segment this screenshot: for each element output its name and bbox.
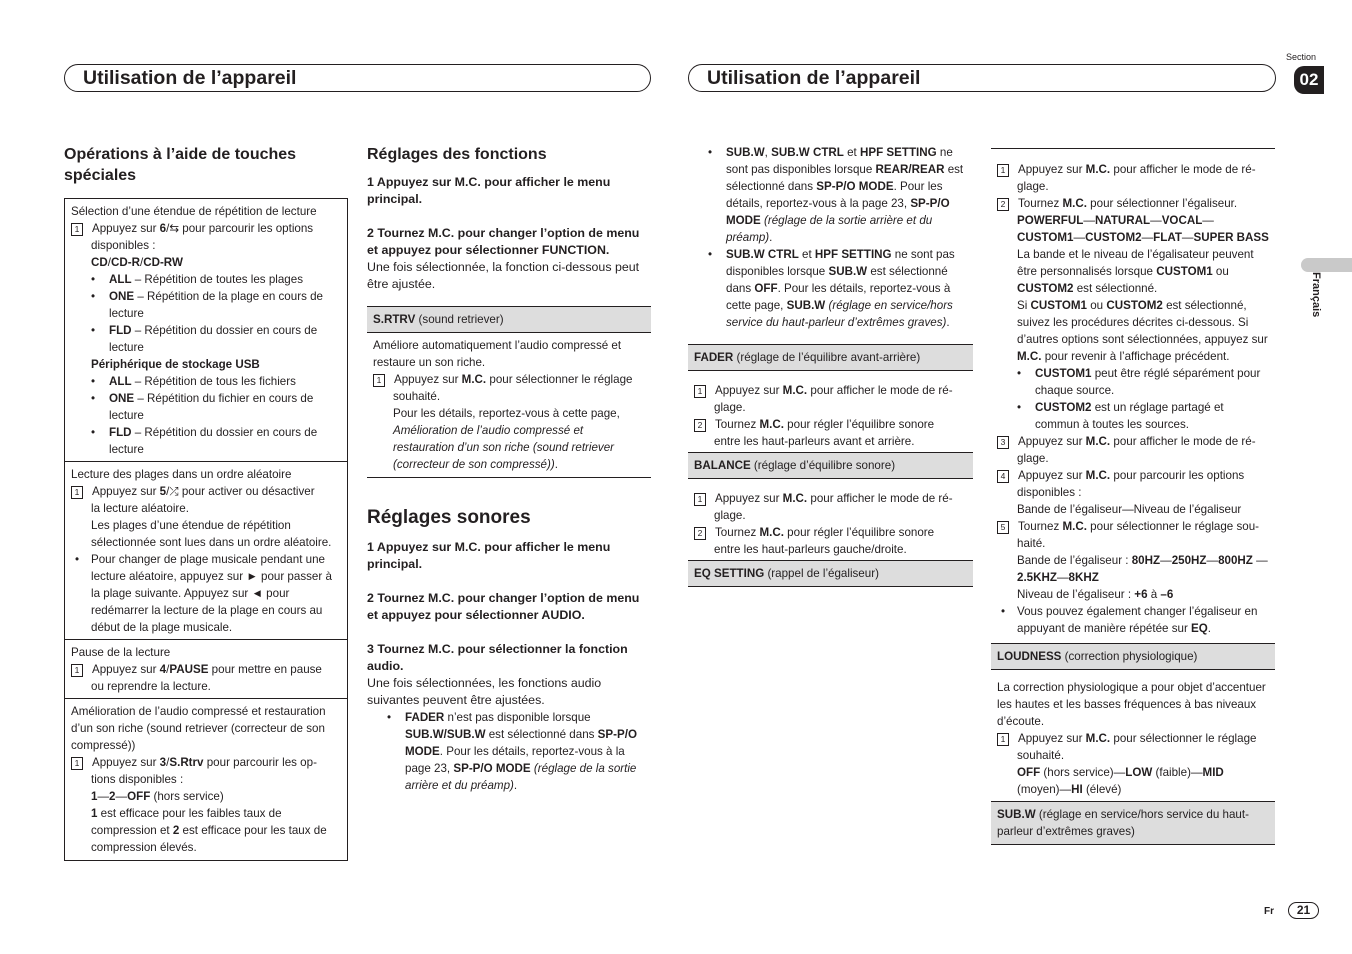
section-label: Section	[1286, 52, 1317, 62]
page-number: 21	[1288, 902, 1319, 919]
function-step-1: 1 Appuyez sur M.C. pour afficher le menu principal.	[367, 175, 611, 206]
audio-step-3: 3 Tournez M.C. pour sélectionner la fonction audio.	[367, 642, 628, 673]
fader-note: • FADER n’est pas disponible lorsque SUB.W/SUB.W est sélectionné dans SP-P/O MODE. Pour les détails, reportez-vous à la page 23, SP-P/O MODE (réglage de la sortie arrière et du préamp).	[367, 709, 651, 794]
loudness-desc: (correction physiologique)	[1061, 650, 1198, 663]
section-number-badge: 02	[1294, 66, 1324, 94]
fader-detail: 1 Appuyez sur M.C. pour afficher le mode de ré- glage. 2 Tournez M.C. pour régler l’équilibre sonore entre les haut-parleurs avant et arrière.	[688, 371, 973, 452]
special-keys-heading: Opérations à l’aide de touches spéciales	[64, 146, 297, 184]
srtrv-key: S.RTRV	[373, 313, 416, 326]
srtrv-row	[367, 306, 651, 333]
srtrv-desc: (sound retriever)	[415, 313, 504, 326]
balance-desc: (réglage d’équilibre sonore)	[750, 459, 896, 472]
loudness-row	[991, 643, 1275, 670]
subw-ctrl-note: • SUB.W CTRL et HPF SETTING ne sont pas disponibles lorsque SUB.W est sélectionné dans OFF. Pour les détails, reportez-vous à cette page, SUB.W (réglage en service/hors service du haut-parleur d’extrêmes graves).	[688, 246, 973, 331]
audio-step-3-note: Une fois sélectionnées, les fonctions audio suivantes peuvent être ajustées.	[367, 676, 602, 707]
language-tab-label: Français	[1310, 272, 1322, 318]
subw-desc: (réglage en service/hors service du haut-parleur d’extrêmes graves)	[997, 808, 1249, 838]
balance-detail: 1 Appuyez sur M.C. pour afficher le mode de ré- glage. 2 Tournez M.C. pour régler l’équilibre sonore entre les haut-parleurs gauche/droite.	[688, 479, 973, 560]
function-step-2-note: Une fois sélectionnée, la fonction ci-dessous peut être ajustée.	[367, 260, 640, 291]
subw-note: • SUB.W, SUB.W CTRL et HPF SETTING ne sont pas disponibles lorsque REAR/REAR est sélectionné dans SP-P/O MODE. Pour les détails, reportez-vous à la page 23, SP-P/O MODE (réglage de la sortie arrière et du préamp).	[688, 144, 973, 246]
eq-setting-row	[688, 560, 973, 587]
left-page-header	[64, 64, 651, 92]
fader-desc: (réglage de l’équilibre avant-arrière)	[733, 351, 921, 364]
function-settings-heading: Réglages des fonctions	[367, 146, 547, 163]
column-2	[367, 144, 651, 794]
fader-key: FADER	[694, 351, 734, 364]
left-page-title: Utilisation de l’appareil	[83, 67, 297, 89]
special-keys-table: Sélection d’une étendue de répétition de lecture 1 Appuyez sur 6/⇆ pour parcourir les options disponibles : CD/CD-R/CD-RW • ALL – Répétition de toutes les plages • ONE – Répétition de la plage en cours de lecture • FLD – Répétition du dossier en cours de lecture Périphérique de stockage USB • ALL – Répétition de tous les fichiers • ONE – Répétition du fichier en cours de lecture • FLD – Répétition du dossier en cours de lecture Lecture des plages dans un ordre aléatoire 1 Appuyez sur 5/⤮ pour activer ou désactiver la lecture aléatoire. Les plages d’une étendue de répétition sélectionnée sont lues dans un ordre aléatoire. • Pour changer de plage musicale pendant une lecture aléatoire, appuyez sur ► pour passer à la plage suivante. Appuyez sur ◄ pour redémarrer la lecture de la plage en cours au début de la plage musicale. Pause de la lecture 1 Appuyez sur 4/PAUSE pour mettre en pause ou reprendre la lecture. Amélioration de l’audio compressé et restauration d’un son riche (sound retriever (correcteur de son compressé)) 1 Appuyez sur 3/S.Rtrv pour parcourir les op- tions disponibles : 1—2—OFF (hors service) 1 est efficace pour les faibles taux de compression et 2 est efficace pour les taux de compression élevés.	[64, 198, 348, 861]
footer-language: Fr	[1264, 906, 1274, 917]
right-page-title: Utilisation de l’appareil	[707, 67, 921, 89]
loudness-detail: La correction physiologique a pour objet d’accentuer les hautes et les basses fréquences à bas niveaux d’écoute. 1 Appuyez sur M.C. pour sélectionner le réglage souhaité. OFF (hors service)—LOW (faible)—MID (moyen)—HI (élevé)	[997, 681, 1266, 796]
audio-settings-heading: Réglages sonores	[367, 507, 531, 528]
subw-key: SUB.W	[997, 808, 1036, 821]
balance-row	[688, 452, 973, 479]
function-step-2: 2 Tournez M.C. pour changer l’option de menu et appuyez pour sélectionner FUNCTION.	[367, 226, 640, 257]
balance-key: BALANCE	[694, 459, 751, 472]
eq-setting-detail: 1 Appuyez sur M.C. pour afficher le mode de ré- glage. 2 Tournez M.C. pour sélectionner l’égaliseur. POWERFUL—NATURAL—VOCAL—CUSTOM1—CUSTOM2—FLAT—SUPER BASS La bande et le niveau de l’égalisateur peuvent être personnalisés lorsque CUSTOM1 ou CUSTOM2 est sélectionné. Si CUSTOM1 ou CUSTOM2 est sélectionné, suivez les procédures décrites ci-dessous. Si d’autres options sont sélectionnées, appuyez sur M.C. pour revenir à l’affichage précédent. • CUSTOM1 peut être réglé séparément pour chaque source. • CUSTOM2 est un réglage partagé et commun à toutes les sources. 3 Appuyez sur M.C. pour afficher le mode de ré- glage. 4 Appuyez sur M.C. pour parcourir les options disponibles : Bande de l’égaliseur—Niveau de l’égaliseur 5 Tournez M.C. pour sélectionner le réglage sou- haité. Bande de l’égaliseur : 80HZ—250HZ—800HZ —2.5KHZ—8KHZ Niveau de l’égaliseur : +6 à –6 • Vous pouvez également changer l’égaliseur en appuyant de manière répétée sur EQ.	[991, 148, 1275, 639]
eq-setting-key: EQ SETTING	[694, 567, 765, 580]
column-1	[64, 144, 348, 861]
language-tab-marker	[1301, 258, 1352, 272]
right-page-header	[688, 64, 1276, 92]
column-3	[688, 144, 973, 587]
eq-setting-desc: (rappel de l’égaliseur)	[764, 567, 879, 580]
subw-row	[991, 801, 1275, 845]
loudness-key: LOUDNESS	[997, 650, 1062, 663]
audio-step-2: 2 Tournez M.C. pour changer l’option de menu et appuyez pour sélectionner AUDIO.	[367, 591, 640, 622]
srtrv-detail: Améliore automatiquement l’audio compressé et restaure un son riche. 1 Appuyez sur M.C. pour sélectionner le réglage souhaité. Pour les détails, reportez-vous à cette page, Amélioration de l’audio compressé et restauration d’un son riche (sound retriever (correcteur de son compressé)).	[367, 333, 651, 478]
column-4	[991, 148, 1275, 845]
fader-row	[688, 344, 973, 371]
audio-step-1: 1 Appuyez sur M.C. pour afficher le menu principal.	[367, 540, 611, 571]
